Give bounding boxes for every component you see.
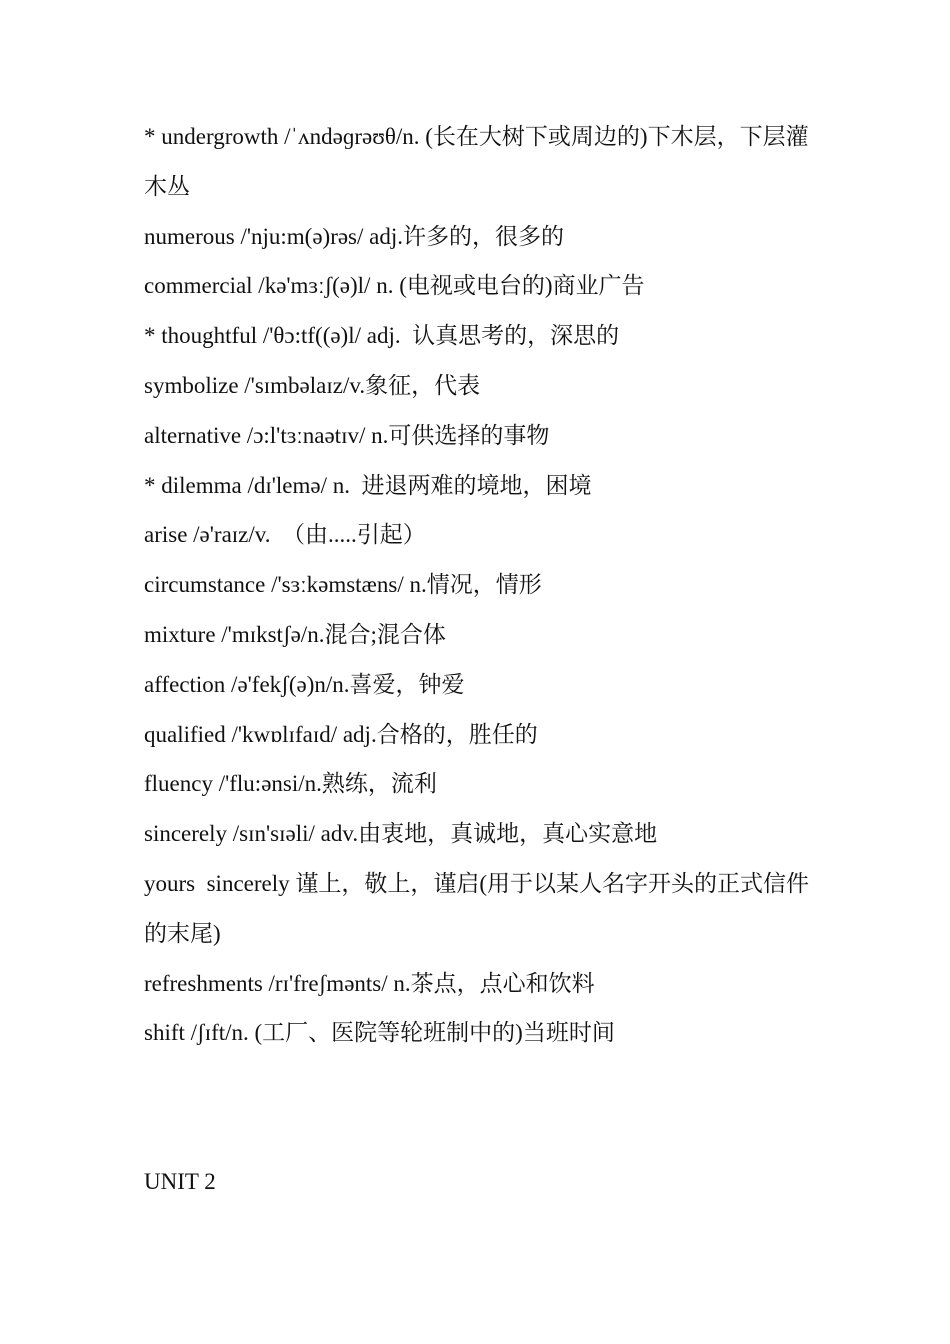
vocab-entry-commercial: commercial /kə'mɜːʃ(ə)l/ n. (电视或电台的)商业广告 <box>144 273 645 299</box>
vocab-entry-thoughtful: * thoughtful /'θɔ:tf((ə)l/ adj. 认真思考的，深思的 <box>144 323 620 349</box>
vocab-entry-yours-sincerely: yours sincerely 谨上，敬上，谨启(用于以某人名字开头的正式信件的末尾) <box>144 870 810 946</box>
vocab-entry-undergrowth: * undergrowth /ˈʌndəɡrəʊθ/n. (长在大树下或周边的)下木层，下层灌木丛 <box>144 124 809 199</box>
vocab-entry-mixture: mixture /'mɪkstʃə/n.混合;混合体 <box>144 621 446 647</box>
vocab-entry-alternative: alternative /ɔ:l'tɜːnaətɪv/ n.可供选择的事物 <box>144 422 550 448</box>
vocab-entry-arise: arise /ə'raɪz/v. （由.....引起） <box>144 522 426 548</box>
vocab-entry-shift: shift /ʃɪft/n. (工厂、医院等轮班制中的)当班时间 <box>144 1020 615 1046</box>
vocab-entry-numerous: numerous /'nju:m(ə)rəs/ adj.许多的，很多的 <box>144 223 564 249</box>
vocab-entry-fluency: fluency /'flu:ənsi/n.熟练，流利 <box>144 771 437 797</box>
vocab-entry-sincerely: sincerely /sɪn'sɪəli/ adv.由衷地，真诚地，真心实意地 <box>144 821 658 847</box>
vocab-entry-dilemma: * dilemma /dɪ'lemə/ n. 进退两难的境地，困境 <box>144 472 592 498</box>
vocab-entry-qualified: qualified /'kwɒlɪfaɪd/ adj.合格的，胜任的 <box>144 721 538 747</box>
vocab-entry-circumstance: circumstance /'sɜːkəmstæns/ n.情况，情形 <box>144 572 542 598</box>
unit-heading: UNIT 2 <box>144 1169 216 1194</box>
vocab-entry-affection: affection /ə'fekʃ(ə)n/n.喜爱，钟爱 <box>144 671 465 697</box>
vocab-entry-refreshments: refreshments /rɪ'freʃmənts/ n.茶点，点心和饮料 <box>144 970 595 996</box>
vocab-entry-symbolize: symbolize /'sɪmbəlaɪz/v.象征，代表 <box>144 372 481 398</box>
vocabulary-list <box>144 112 814 1058</box>
